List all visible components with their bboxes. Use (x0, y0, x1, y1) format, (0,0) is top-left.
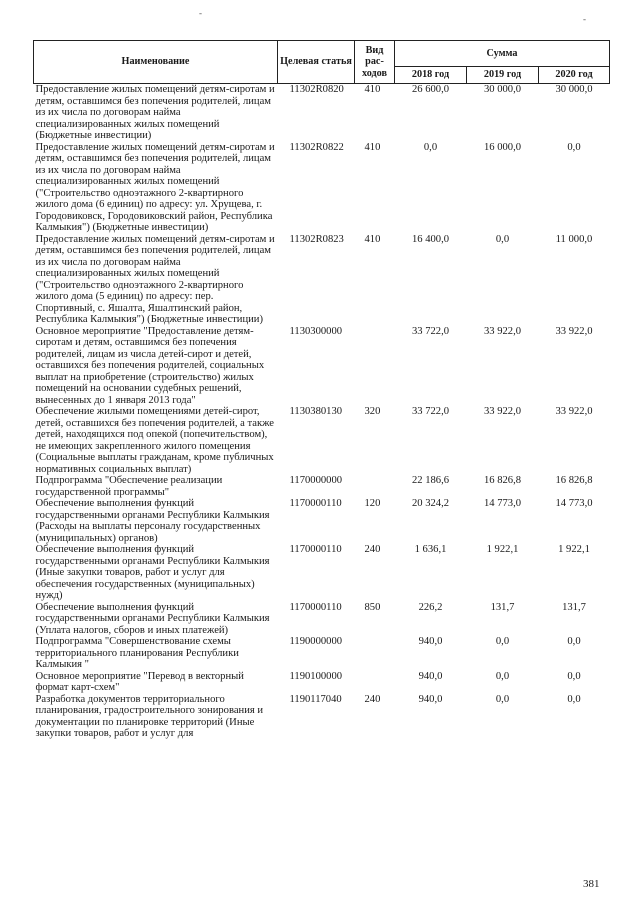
table-row (34, 544, 610, 602)
row-sum-2018: 26 600,0 (411, 84, 450, 95)
header-year-2019: 2019 год (467, 67, 539, 84)
row-sum-2020: 0,0 (567, 141, 581, 153)
row-name: Предоставление жилых помещений детям-сиротам и детям, оставшимся без попечения родителей, лицам из их числа по договорам найма специализированных жилых помещений ("Строительство одноэтажного 2-квартирного жилого дома (5 единиц) по адресу: пер. Спортивный, с. Яшалта, Яшалтинский район, Республика Калмыкия") (Бюджетные инвестиции) (35, 233, 275, 325)
row-sum-2020: 33 922,0 (555, 406, 593, 417)
row-expense-type: 240 (364, 544, 381, 555)
row-target-article: 1190000000 (289, 636, 343, 647)
row-target-article: 11302R0820 (289, 84, 344, 95)
row-name: Разработка документов территориального планирования, градостроительного зонирования и документации по планировке территорий (Иные закупки товаров, работ и услуг для (35, 693, 264, 739)
table-row (34, 326, 610, 407)
row-sum-2018: 940,0 (418, 636, 443, 647)
row-expense-type: 240 (364, 693, 381, 705)
row-sum-2019: 0,0 (495, 636, 510, 647)
row-target-article: 11302R0823 (289, 233, 344, 245)
scan-mark: - (583, 14, 586, 24)
row-sum-2018: 1 636,1 (414, 544, 447, 555)
row-name: Подпрограмма "Обеспечение реализации государственной программы" (35, 475, 223, 498)
row-sum-2020: 14 773,0 (555, 498, 593, 509)
row-sum-2018: 20 324,2 (411, 498, 450, 509)
row-sum-2019: 1 922,1 (486, 544, 519, 555)
row-sum-2019: 16 826,8 (483, 475, 522, 486)
row-sum-2020: 16 826,8 (555, 475, 593, 486)
row-sum-2019: 14 773,0 (483, 498, 522, 509)
row-expense-type (355, 326, 395, 407)
table-row (34, 142, 610, 234)
row-name: Обеспечение выполнения функций государственными органами Республики Калмыкия (Уплата налогов, сборов и иных платежей) (35, 601, 270, 636)
row-target-article: 1170000000 (289, 475, 343, 486)
row-expense-type (355, 636, 395, 671)
row-sum-2020: 131,7 (562, 601, 586, 613)
row-name: Обеспечение жилыми помещениями детей-сирот, детей, оставшихся без попечения родителей, а также детей, находящихся под опекой (попечительством), не имеющих закрепленного жилого помещения (Социальные выплаты гражданам, кроме публичных нормативных социальных выплат) (35, 406, 275, 475)
row-sum-2020: 0,0 (567, 670, 581, 682)
page-number: 381 (583, 878, 600, 890)
row-name: Предоставление жилых помещений детям-сиротам и детям, оставшимся без попечения родителей, лицам из их числа по договорам найма специализированных жилых помещений ("Строительство одноэтажного 2-квартирного жилого дома (6 единиц) по адресу: ул. Хрущева, г. Городовиковск, Городовиковский район, Республика Калмыкия") (Бюджетные инвестиции) (35, 141, 275, 233)
table-row (34, 406, 610, 475)
row-sum-2018: 33 722,0 (411, 325, 450, 337)
header-target-article: Целевая статья (278, 41, 355, 84)
row-sum-2019: 0,0 (495, 670, 510, 682)
row-sum-2018: 226,2 (418, 601, 443, 613)
table-row (34, 498, 610, 544)
row-sum-2018: 22 186,6 (411, 475, 450, 486)
table-row (34, 475, 610, 498)
row-sum-2019: 0,0 (495, 693, 510, 705)
row-target-article: 1190100000 (289, 670, 343, 682)
row-sum-2018: 940,0 (418, 670, 443, 682)
row-expense-type: 410 (364, 233, 381, 245)
table-row (34, 671, 610, 694)
row-sum-2018: 33 722,0 (411, 406, 450, 417)
row-target-article: 1170000110 (289, 601, 342, 613)
row-sum-2020: 33 922,0 (555, 325, 593, 337)
row-expense-type: 850 (364, 601, 381, 613)
row-sum-2019: 33 922,0 (483, 325, 522, 337)
row-expense-type: 320 (364, 406, 381, 417)
table-header (34, 41, 610, 84)
row-sum-2020: 0,0 (567, 636, 581, 647)
table-body (34, 84, 610, 740)
row-target-article: 1130300000 (289, 325, 343, 337)
row-sum-2020: 30 000,0 (555, 84, 593, 95)
row-target-article: 1170000110 (289, 498, 342, 509)
row-name: Основное мероприятие "Перевод в векторный формат карт-схем" (35, 670, 244, 693)
row-name: Подпрограмма "Совершенствование схемы территориального планирования Республики Калмыкия " (35, 636, 239, 670)
row-sum-2019: 131,7 (490, 601, 515, 613)
header-year-2020: 2020 год (539, 67, 610, 84)
header-name: Наименование (34, 41, 278, 84)
row-sum-2020: 1 922,1 (558, 544, 590, 555)
row-name: Обеспечение выполнения функций государственными органами Республики Калмыкия (Расходы на выплаты персоналу государственных (муниципальных) органов) (35, 498, 270, 544)
scan-mark: - (199, 8, 202, 18)
table-row (34, 636, 610, 671)
row-sum-2019: 30 000,0 (483, 84, 522, 95)
row-sum-2018: 0,0 (423, 141, 438, 153)
row-sum-2019: 0,0 (495, 233, 510, 245)
row-name: Основное мероприятие "Предоставление детям-сиротам и детям, оставшимся без попечения родителей, лицам из числа детей-сирот и детей, оставшихся без попечения родителей, социальных выплат на приобретение (строительство) жилых помещений на основании судебных решений, вынесенных до 1 января 2013 года" (35, 325, 265, 406)
budget-table (33, 40, 610, 740)
row-name: Предоставление жилых помещений детям-сиротам и детям, оставшимся без попечения родителей, лицам из их числа по договорам найма специализированных жилых помещений (Бюджетные инвестиции) (35, 84, 275, 141)
row-target-article: 1130380130 (289, 406, 343, 417)
row-target-article: 1190117040 (289, 693, 342, 705)
row-sum-2018: 16 400,0 (411, 233, 450, 245)
row-expense-type (355, 671, 395, 694)
row-target-article: 11302R0822 (289, 141, 344, 153)
table-row (34, 84, 610, 142)
row-expense-type (355, 475, 395, 498)
header-year-2018: 2018 год (395, 67, 467, 84)
table-row (34, 234, 610, 326)
row-name: Обеспечение выполнения функций государственными органами Республики Калмыкия (Иные закупки товаров, работ и услуг для обеспечения государственных (муниципальных) нужд) (35, 544, 270, 601)
row-expense-type: 410 (364, 141, 381, 153)
row-sum-2018: 940,0 (418, 693, 443, 705)
row-sum-2020: 0,0 (567, 693, 581, 705)
row-target-article: 1170000110 (289, 544, 342, 555)
row-sum-2020: 11 000,0 (555, 233, 593, 245)
row-expense-type: 410 (364, 84, 381, 95)
header-expense-type: Вид рас-ходов (355, 41, 395, 84)
table-row (34, 602, 610, 637)
row-expense-type: 120 (364, 498, 381, 509)
row-sum-2019: 33 922,0 (483, 406, 522, 417)
header-sum: Сумма (395, 41, 610, 67)
row-sum-2019: 16 000,0 (483, 141, 522, 153)
table-row (34, 694, 610, 740)
